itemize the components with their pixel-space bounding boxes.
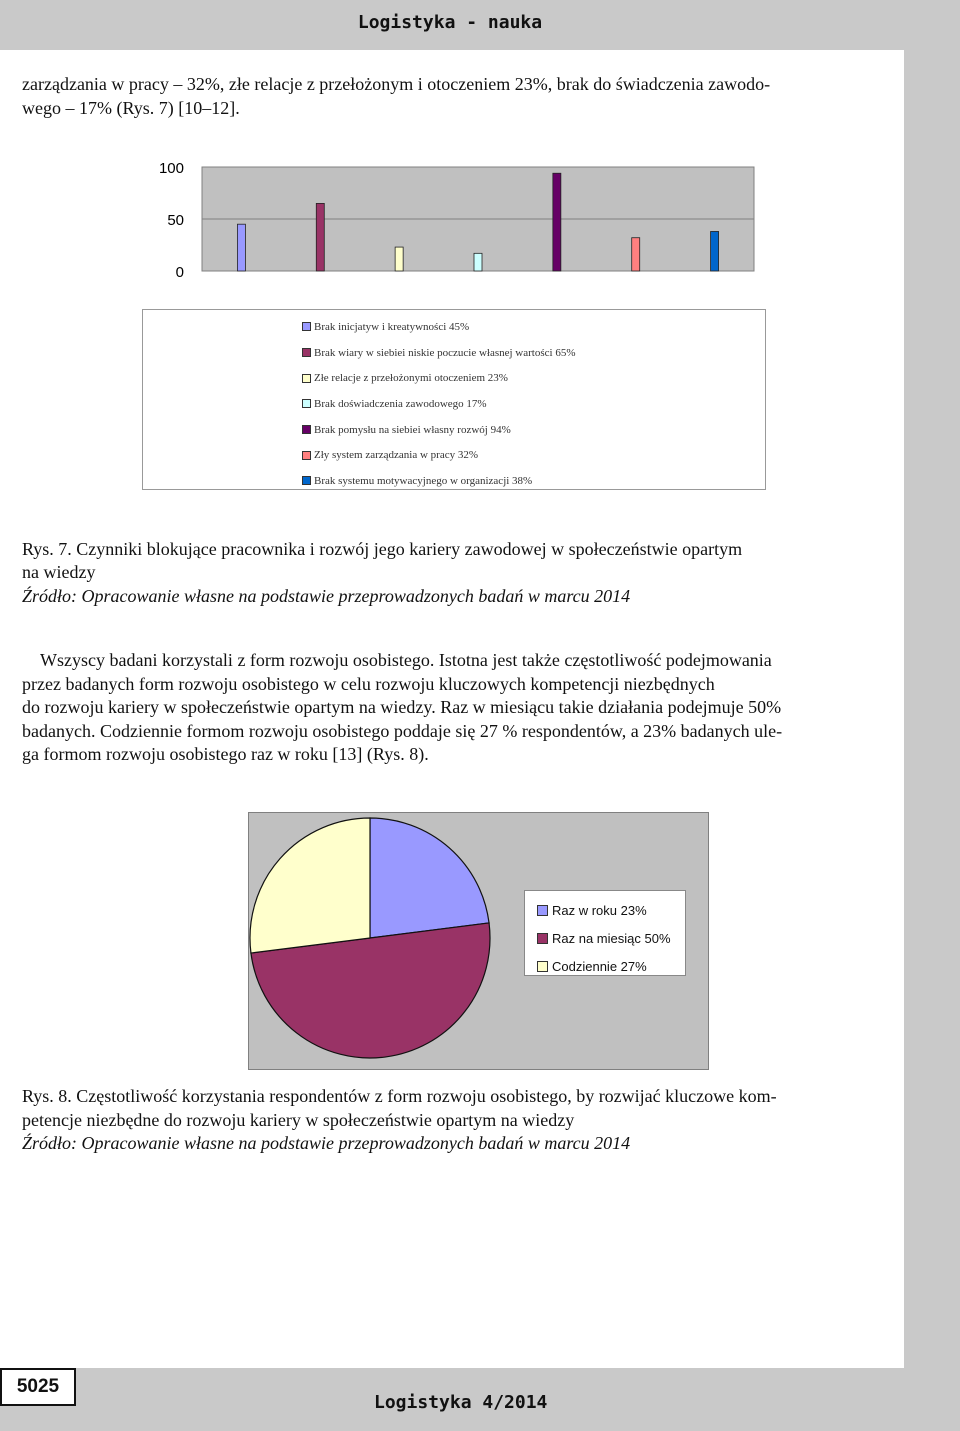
legend-item bbox=[302, 391, 765, 417]
bar-4 bbox=[474, 253, 482, 271]
legend-swatch bbox=[302, 399, 311, 408]
legend-item bbox=[525, 952, 685, 980]
bar-6 bbox=[632, 238, 640, 271]
legend-label: Raz na miesiąc 50% bbox=[552, 930, 671, 946]
legend-item bbox=[525, 896, 685, 924]
y-tick-0: 0 bbox=[175, 264, 184, 281]
pie-chart bbox=[248, 812, 788, 1082]
legend-item bbox=[302, 340, 765, 366]
fig7-source: Źródło: Opracowanie własne na podstawie przeprowadzonych badań w marcu 2014 bbox=[22, 586, 631, 606]
bar-5 bbox=[553, 173, 561, 271]
pie-legend bbox=[524, 890, 686, 976]
legend-label: Brak systemu motywacyjnego w organizacji 38% bbox=[314, 474, 533, 487]
legend-item bbox=[302, 314, 765, 340]
intro-line-1: zarządzania w pracy – 32%, złe relacje z przełożonym i otoczeniem 23%, brak do świadczenia zawodo- bbox=[22, 74, 771, 94]
legend-label: Brak doświadczenia zawodowego 17% bbox=[314, 397, 487, 410]
intro-line-2: wego – 17% (Rys. 7) [10–12]. bbox=[22, 98, 240, 118]
legend-swatch bbox=[302, 476, 311, 485]
legend-swatch bbox=[302, 374, 311, 383]
legend-label: Codziennie 27% bbox=[552, 958, 647, 974]
bar-1 bbox=[237, 224, 245, 271]
legend-item bbox=[302, 442, 765, 468]
body-line-3: do rozwoju kariery w społeczeństwie opartym na wiedzy. Raz w miesiącu takie działania podejmuje 50% bbox=[22, 697, 782, 717]
legend-item bbox=[302, 417, 765, 443]
legend-label: Złe relacje z przełożonymi otoczeniem 23% bbox=[314, 372, 508, 385]
fig7-title: Czynniki blokujące pracownika i rozwój jego kariery zawodowej w społeczeństwie opartym bbox=[71, 539, 743, 559]
bar-2 bbox=[316, 203, 324, 271]
legend-swatch bbox=[537, 961, 548, 972]
legend-label: Zły system zarządzania w pracy 32% bbox=[314, 449, 479, 462]
fig7-caption bbox=[22, 538, 888, 562]
body-line-1: Wszyscy badani korzystali z form rozwoju osobistego. Istotna jest także częstotliwość podejmowania bbox=[40, 650, 772, 670]
fig8-caption-line-2: petencje niezbędne do rozwoju kariery w społeczeństwie opartym na wiedzy bbox=[22, 1110, 575, 1130]
bar-chart bbox=[140, 150, 800, 290]
running-header: Logistyka - nauka bbox=[357, 12, 543, 33]
legend-swatch bbox=[302, 348, 311, 357]
fig7-label: Rys. 7. bbox=[22, 539, 72, 559]
page-number: 5025 bbox=[0, 1368, 76, 1406]
bar-7 bbox=[711, 231, 719, 271]
legend-item bbox=[302, 365, 765, 391]
legend-swatch bbox=[302, 425, 311, 434]
legend-swatch bbox=[537, 905, 548, 916]
legend-swatch bbox=[302, 451, 311, 460]
y-tick-100: 100 bbox=[158, 160, 184, 177]
fig8-caption bbox=[22, 1085, 878, 1109]
legend-item bbox=[525, 924, 685, 952]
legend-label: Raz w roku 23% bbox=[552, 902, 647, 918]
journal-footer: Logistyka 4/2014 bbox=[374, 1392, 548, 1413]
fig8-title: Częstotliwość korzystania respondentów z form rozwoju osobistego, by rozwijać kluczowe kom- bbox=[71, 1086, 777, 1106]
body-line-2: przez badanych form rozwoju osobistego w celu rozwoju kluczowych kompetencji niezbędnych bbox=[22, 674, 715, 694]
legend-label: Brak pomysłu na siebiei własny rozwój 94% bbox=[314, 423, 511, 436]
bar-chart-legend bbox=[142, 309, 766, 490]
body-line-5: ga formom rozwoju osobistego raz w roku [13] (Rys. 8). bbox=[22, 744, 429, 764]
legend-item bbox=[302, 468, 765, 494]
fig8-label: Rys. 8. bbox=[22, 1086, 72, 1106]
fig8-source: Źródło: Opracowanie własne na podstawie przeprowadzonych badań w marcu 2014 bbox=[22, 1133, 631, 1153]
y-tick-50: 50 bbox=[167, 212, 184, 229]
legend-label: Brak wiary w siebiei niskie poczucie własnej wartości 65% bbox=[314, 346, 576, 359]
body-line-4: badanych. Codziennie formom rozwoju osobistego poddaje się 27 % respondentów, a 23% badanych ule- bbox=[22, 721, 783, 741]
legend-label: Brak inicjatyw i kreatywności 45% bbox=[314, 320, 470, 333]
fig7-caption-line-2: na wiedzy bbox=[22, 562, 96, 582]
bar-3 bbox=[395, 247, 403, 271]
legend-swatch bbox=[302, 322, 311, 331]
legend-swatch bbox=[537, 933, 548, 944]
